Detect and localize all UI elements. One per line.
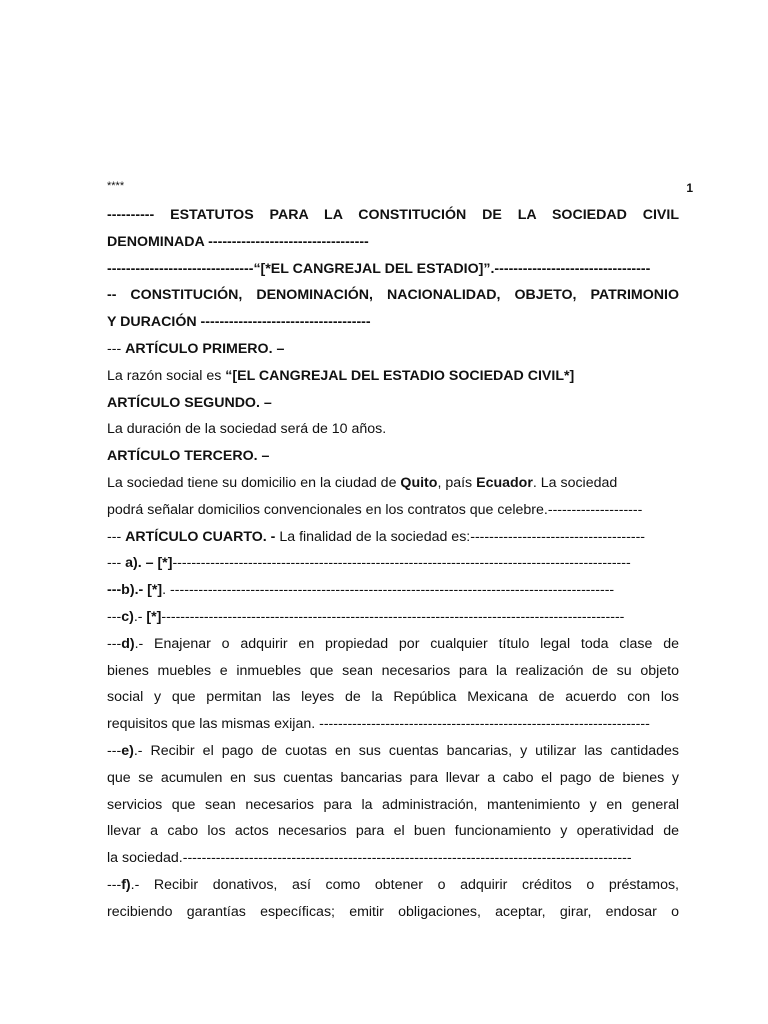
- page-number: 1: [686, 181, 693, 195]
- dash-prefix: ---: [107, 608, 122, 625]
- document-page: [107, 180, 693, 926]
- item-e-line-4: llevar a cabo los actos necesarios para el buen funcionamiento y operatividad de: [107, 823, 679, 840]
- article-first-text-plain: La razón social es: [107, 367, 226, 384]
- article-first-title: ARTÍCULO PRIMERO. –: [125, 340, 285, 357]
- country-name: Ecuador: [476, 474, 533, 491]
- item-d-line-3: social y que permitan las leyes de la República Mexicana de acuerdo con los: [107, 689, 679, 706]
- article-second-heading: ARTÍCULO SEGUNDO. –: [107, 394, 272, 411]
- item-d-letter: d): [121, 635, 135, 652]
- article-first-company-name: “[EL CANGREJAL DEL ESTADIO SOCIEDAD CIVIL*]: [225, 367, 575, 384]
- item-e-letter: e): [121, 742, 134, 759]
- dash-fill: -------------------------------------------------------------------------------------------------: [172, 555, 631, 572]
- item-e-text: .- Recibir el pago de cuotas en sus cuentas bancarias, y utilizar las cantidades: [133, 742, 679, 759]
- article-fourth-intro: La finalidad de la sociedad es:-------------------------------------: [275, 528, 646, 545]
- item-e-line-3: servicios que sean necesarios para la administración, mantenimiento y en general: [107, 796, 679, 813]
- item-f-line-1: [107, 872, 679, 899]
- dash-fill: . ----------------------------------------------------------------------------------------------: [162, 582, 615, 599]
- article-third-text-line-2: podrá señalar domicilios convencionales en los contratos que celebre.--------------------: [107, 501, 643, 518]
- article-first-text: [107, 363, 679, 390]
- text-segment: , país: [437, 474, 477, 491]
- text-segment: . La sociedad: [532, 474, 618, 491]
- dash-prefix: ---: [107, 635, 122, 652]
- text-segment: .-: [133, 608, 147, 625]
- item-d-line-2: bienes muebles e inmuebles que sean necesarios para la realización de su objeto: [107, 662, 679, 679]
- article-fourth-heading: [107, 524, 679, 551]
- item-e-line-5: la sociedad.-----------------------------------------------------------------------------------------------: [107, 850, 632, 867]
- dash-prefix: ---: [107, 340, 126, 357]
- article-third-heading: ARTÍCULO TERCERO. –: [107, 448, 270, 465]
- item-a-label: a). – [*]: [125, 555, 173, 572]
- company-name-line: -------------------------------“[*EL CANGREJAL DEL ESTADIO]”.---------------------------------: [107, 260, 651, 277]
- article-first-heading: [107, 336, 679, 363]
- dash-prefix: ---: [107, 555, 126, 572]
- item-c-placeholder: [*]: [146, 608, 162, 625]
- item-d-line-1: [107, 631, 679, 658]
- dash-fill: --------------------------------------------------------------------------------------------------: [161, 608, 625, 625]
- article-third-text-line-1: [107, 470, 679, 497]
- chapter-heading-line-2: Y DURACIÓN ------------------------------------: [107, 314, 371, 331]
- title-line-2: DENOMINADA ----------------------------------: [107, 233, 369, 250]
- item-a: [107, 550, 679, 577]
- dash-prefix: ---: [107, 876, 122, 893]
- item-e-line-2: que se acumulen en sus cuentas bancarias para llevar a cabo el pago de bienes y: [107, 769, 679, 786]
- item-c-letter: c): [121, 608, 134, 625]
- dash-prefix: ---: [107, 528, 126, 545]
- item-f-text: .- Recibir donativos, así como obtener o adquirir créditos o préstamos,: [130, 876, 679, 893]
- item-f-line-2: recibiendo garantías específicas; emitir obligaciones, aceptar, girar, endosar o: [107, 903, 679, 920]
- chapter-heading-line-1: -- CONSTITUCIÓN, DENOMINACIÓN, NACIONALIDAD, OBJETO, PATRIMONIO: [107, 287, 679, 304]
- article-second-text: La duración de la sociedad será de 10 años.: [107, 421, 387, 438]
- item-e-line-1: [107, 738, 679, 765]
- item-d-text: .- Enajenar o adquirir en propiedad por cualquier título legal toda clase de: [134, 635, 679, 652]
- item-b-label: ---b).- [*]: [107, 582, 163, 599]
- item-d-line-4: requisitos que las mismas exijan. ----------------------------------------------------------------------: [107, 716, 650, 733]
- city-name: Quito: [400, 474, 438, 491]
- item-f-letter: f): [121, 876, 131, 893]
- header-stars: ****: [107, 180, 125, 192]
- item-c: [107, 604, 679, 631]
- title-line-1: ---------- ESTATUTOS PARA LA CONSTITUCIÓN DE LA SOCIEDAD CIVIL: [107, 207, 679, 223]
- text-segment: La sociedad tiene su domicilio en la ciudad de: [107, 474, 401, 491]
- article-fourth-title: ARTÍCULO CUARTO. -: [125, 528, 276, 545]
- dash-prefix: ---: [107, 742, 122, 759]
- page-header: [107, 180, 693, 202]
- item-b: [107, 577, 679, 604]
